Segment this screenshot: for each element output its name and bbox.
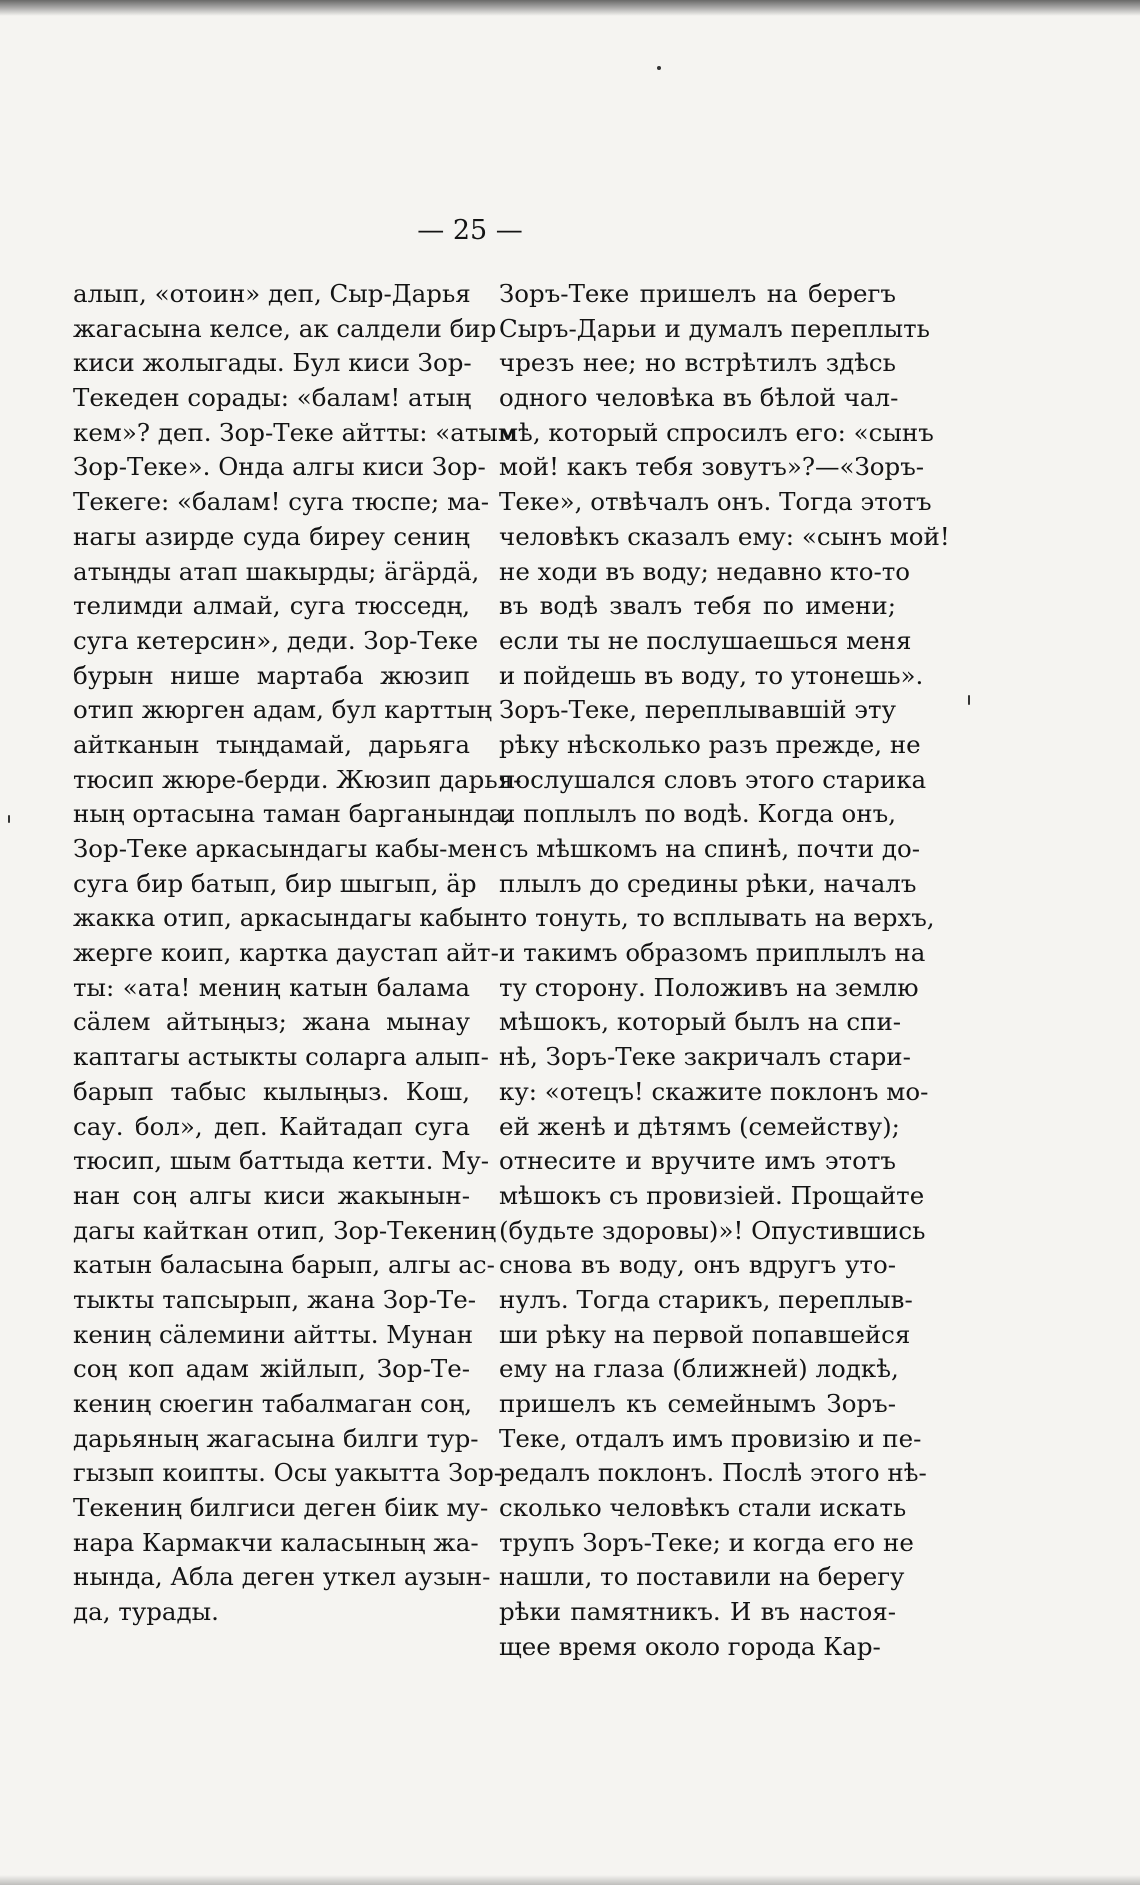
russian-text-line: мѣшокъ съ провизіей. Прощайте xyxy=(499,1180,925,1210)
kazakh-text-line: жагасына келсе, ак салдели бир xyxy=(73,313,497,343)
kazakh-text-line: кениң сюегин табалмаган соң, xyxy=(73,1389,473,1418)
kazakh-text-line: алып, «отоин» деп, Сыр-Дарья xyxy=(73,279,471,308)
russian-text-line: чрезъ нее; но встрѣтилъ здѣсь xyxy=(499,348,896,378)
russian-text-line: сколько человѣкъ стали искать xyxy=(499,1493,907,1523)
kazakh-text-line: жакка отип, аркасындагы кабын xyxy=(73,903,500,933)
kazakh-text-line: нара Кармакчи каласының жа- xyxy=(73,1527,479,1557)
scan-speck xyxy=(657,66,661,70)
kazakh-text-line: барып табыс кылыңыз. Кош, xyxy=(73,1076,470,1106)
kazakh-text-line: киси жолыгады. Бул киси Зор- xyxy=(73,348,472,378)
russian-text-line: человѣкъ сказалъ ему: «сынъ мой! xyxy=(499,521,950,551)
scan-bottom-edge xyxy=(0,1875,1140,1885)
russian-text-line: нулъ. Тогда старикъ, переплыв- xyxy=(499,1284,913,1314)
russian-text-line: то тонуть, то всплывать на верхъ, xyxy=(499,903,935,933)
russian-text-line: съ мѣшкомъ на спинѣ, почти до- xyxy=(499,834,921,863)
russian-text-line: трупъ Зоръ-Теке; и когда его не xyxy=(499,1527,914,1557)
russian-text-line: одного человѣка въ бѣлой чал- xyxy=(499,383,899,413)
scan-speck xyxy=(8,815,10,823)
kazakh-text-line: ты: «ата! мениң катын балама xyxy=(73,972,470,1002)
kazakh-text-line: суга бир батып, бир шыгып, äр xyxy=(73,868,477,898)
russian-text-line: не ходи въ воду; недавно кто-то xyxy=(499,556,911,586)
kazakh-text-line: нында, Абла деген уткел аузын- xyxy=(73,1562,491,1592)
russian-text-line: Зоръ-Теке пришелъ на берегъ xyxy=(499,279,896,308)
kazakh-text-line: Зор-Теке». Онда алгы киси Зор- xyxy=(73,452,486,482)
russian-text-line: послушался словъ этого старика xyxy=(499,764,927,794)
russian-text-line: ши рѣку на первой попавшейся xyxy=(499,1319,911,1349)
russian-text-line: редалъ поклонъ. Послѣ этого нѣ- xyxy=(499,1458,927,1488)
kazakh-text-line: кем»? деп. Зор-Теке айтты: «атым xyxy=(73,417,517,447)
russian-text-line: нѣ, Зоръ-Теке закричалъ стари- xyxy=(499,1042,911,1072)
kazakh-text-line: тыкты тапсырып, жана Зор-Те- xyxy=(73,1284,476,1314)
russian-text-line: мѣшокъ, который былъ на спи- xyxy=(499,1007,902,1037)
russian-text-line: нашли, то поставили на берегу xyxy=(499,1562,905,1592)
kazakh-text-line: бурын нише мартаба жюзип xyxy=(73,660,470,690)
kazakh-text-line: телимди алмай, суга тюсседң, xyxy=(73,591,470,621)
kazakh-text-line: кениң сäлемини айтты. Мунан xyxy=(73,1319,474,1349)
kazakh-text-line: Текеден сорады: «балам! атың xyxy=(73,383,472,413)
kazakh-text-line: да, турады. xyxy=(73,1597,219,1627)
kazakh-text-line: тюсип, шым баттыда кетти. Му- xyxy=(73,1146,490,1176)
kazakh-text-line: атыңды атап шакырды; äгäрдä, xyxy=(73,556,480,586)
russian-text-line: рѣку нѣсколько разъ прежде, не xyxy=(499,729,921,759)
russian-text-line: мой! какъ тебя зовутъ»?—«Зоръ- xyxy=(499,452,925,482)
russian-text-line: и поплылъ по водѣ. Когда онъ, xyxy=(499,799,896,829)
russian-text-line: пришелъ къ семейнымъ Зоръ- xyxy=(499,1389,896,1418)
russian-text-line: ему на глаза (ближней) лодкѣ, xyxy=(499,1354,899,1384)
kazakh-text-line: нагы азирде суда биреу сениң xyxy=(73,521,470,551)
russian-text-line: отнесите и вручите имъ этотъ xyxy=(499,1146,896,1176)
kazakh-text-line: Текениң билгиси деген біик му- xyxy=(73,1493,489,1523)
scan-speck xyxy=(968,695,970,705)
kazakh-text-line: дагы кайткан отип, Зор-Текениң xyxy=(73,1215,497,1245)
russian-text-line: Сыръ-Дарьи и думалъ переплыть xyxy=(499,313,930,343)
russian-text-line: снова въ воду, онъ вдругъ уто- xyxy=(499,1250,896,1280)
kazakh-text-line: катын баласына барып, алгы ас- xyxy=(73,1250,495,1280)
russian-text-line: въ водѣ звалъ тебя по имени; xyxy=(499,591,896,621)
kazakh-text-line: сäлем айтыңыз; жана мынау xyxy=(73,1007,470,1037)
page-number: — 25 — xyxy=(417,215,523,246)
kazakh-text-line: соң коп адам жійлып, Зор-Те- xyxy=(73,1354,470,1384)
russian-text-line: Теке, отдалъ имъ провизію и пе- xyxy=(499,1423,922,1453)
russian-text-line: если ты не послушаешься меня xyxy=(499,625,912,655)
russian-text-line: и такимъ образомъ приплылъ на xyxy=(499,938,926,968)
russian-text-line: ку: «отецъ! скажите поклонъ мо- xyxy=(499,1076,929,1106)
russian-text-line: плылъ до средины рѣки, началъ xyxy=(499,868,917,898)
russian-text-line: Зоръ-Теке, переплывавшій эту xyxy=(499,695,896,725)
kazakh-text-line: Текеге: «балам! суга тюспе; ма- xyxy=(73,487,490,517)
kazakh-text-line: каптагы астыкты соларга алып- xyxy=(73,1042,489,1072)
russian-text-line: мѣ, который спросилъ его: «сынъ xyxy=(499,417,934,447)
kazakh-text-line: жерге коип, картка даустап айт- xyxy=(73,938,499,968)
kazakh-text-line: ның ортасына таман барганында, xyxy=(73,799,511,829)
kazakh-text-line: нан соң алгы киси жакынын- xyxy=(73,1180,470,1210)
kazakh-text-line: айтканын тыңдамай, дарьяга xyxy=(73,729,470,759)
russian-text-line: рѣки памятникъ. И въ настоя- xyxy=(499,1597,896,1627)
russian-text-line: щее время около города Кар- xyxy=(499,1631,881,1661)
russian-text-line: ту сторону. Положивъ на землю xyxy=(499,972,919,1002)
russian-text-line: (будьте здоровы)»! Опустившись xyxy=(499,1215,926,1245)
kazakh-text-line: Зор-Теке аркасындагы кабы-мен xyxy=(73,834,498,863)
kazakh-text-column xyxy=(73,277,522,1630)
russian-text-line: и пойдешь въ воду, то утонешь». xyxy=(499,660,924,690)
russian-text-line: ей женѣ и дѣтямъ (семейству); xyxy=(499,1111,900,1141)
kazakh-text-line: гызып коипты. Осы уакытта Зор- xyxy=(73,1458,503,1488)
kazakh-text-line: тюсип жюре-берди. Жюзип дарья- xyxy=(73,764,522,794)
russian-text-column xyxy=(499,277,950,1665)
kazakh-text-line: суга кетерсин», деди. Зор-Теке xyxy=(73,625,479,655)
scan-top-edge xyxy=(0,0,1140,16)
kazakh-text-line: сау. бол», деп. Кайтадап суга xyxy=(73,1111,470,1141)
kazakh-text-line: отип жюрген адам, бул карттың xyxy=(73,695,493,725)
kazakh-text-line: дарьяның жагасына билги тур- xyxy=(73,1423,479,1453)
russian-text-line: Теке», отвѣчалъ онъ. Тогда этотъ xyxy=(499,487,932,517)
